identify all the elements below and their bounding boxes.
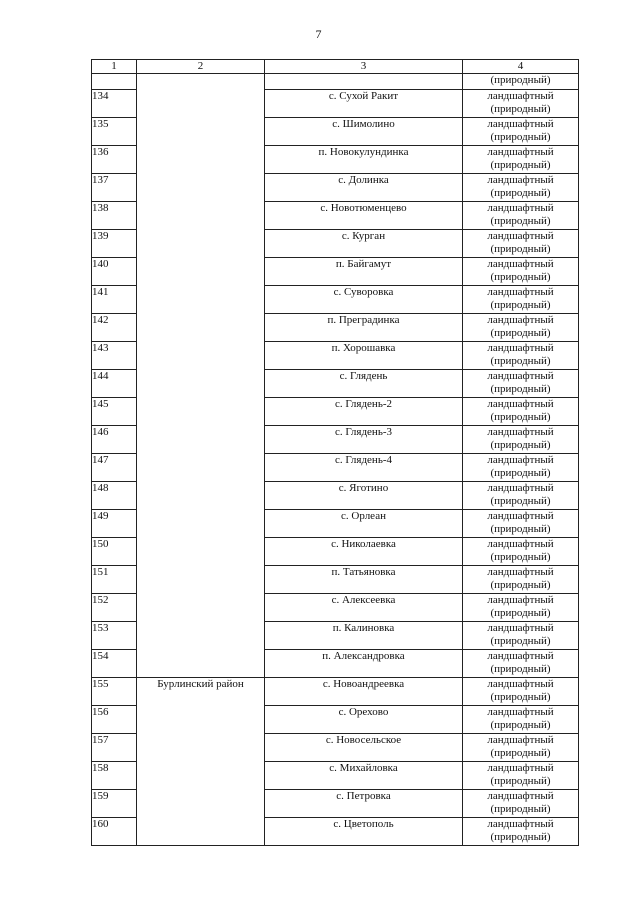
settlement-cell: с. Цветополь (265, 818, 463, 846)
type-cell (463, 258, 579, 286)
type-line-2: (природный) (490, 495, 551, 507)
type-cell (463, 706, 579, 734)
type-cell (463, 202, 579, 230)
type-line-2: (природный) (490, 551, 551, 563)
cont-num-cell (92, 74, 137, 90)
cont-type-cell (463, 74, 579, 90)
register-table (91, 59, 579, 846)
type-cell (463, 146, 579, 174)
row-number-cell: 137 (92, 174, 137, 202)
type-line-2: (природный) (490, 355, 551, 367)
type-line-2: (природный) (490, 327, 551, 339)
type-line-1: ландшафтный (487, 622, 554, 634)
settlement-cell: п. Байгамут (265, 258, 463, 286)
row-number-cell: 145 (92, 398, 137, 426)
settlement-cell: п. Хорошавка (265, 342, 463, 370)
type-line-1: ландшафтный (487, 202, 554, 214)
settlement-cell: с. Сухой Ракит (265, 90, 463, 118)
row-number-cell: 155 (92, 678, 137, 706)
type-line-1: ландшафтный (487, 790, 554, 802)
settlement-cell: с. Глядень-2 (265, 398, 463, 426)
type-line-1: ландшафтный (487, 90, 554, 102)
row-number-cell: 149 (92, 510, 137, 538)
row-number-cell: 152 (92, 594, 137, 622)
type-line-2: (природный) (490, 635, 551, 647)
type-line-2: (природный) (490, 131, 551, 143)
type-line-1: ландшафтный (487, 454, 554, 466)
column-header-4: 4 (463, 60, 579, 74)
settlement-cell: с. Яготино (265, 482, 463, 510)
type-line-1: ландшафтный (487, 426, 554, 438)
type-line-1: ландшафтный (487, 342, 554, 354)
type-cell (463, 370, 579, 398)
settlement-cell: с. Глядень-3 (265, 426, 463, 454)
settlement-cell: с. Петровка (265, 790, 463, 818)
type-line-2: (природный) (490, 159, 551, 171)
settlement-cell: с. Михайловка (265, 762, 463, 790)
type-cell (463, 790, 579, 818)
type-cell (463, 90, 579, 118)
type-cell (463, 174, 579, 202)
type-cell (463, 818, 579, 846)
type-cell (463, 762, 579, 790)
type-line-1: ландшафтный (487, 286, 554, 298)
type-line-2: (природный) (490, 747, 551, 759)
settlement-cell: с. Алексеевка (265, 594, 463, 622)
type-cell (463, 314, 579, 342)
row-number-cell: 141 (92, 286, 137, 314)
type-cell (463, 566, 579, 594)
row-number-cell: 160 (92, 818, 137, 846)
type-line-1: ландшафтный (487, 678, 554, 690)
type-line-2: (природный) (490, 467, 551, 479)
settlement-cell: с. Николаевка (265, 538, 463, 566)
type-line-2: (природный) (490, 691, 551, 703)
table-header (92, 60, 579, 74)
type-cell (463, 510, 579, 538)
type-line-2: (природный) (490, 103, 551, 115)
type-line-2: (природный) (490, 187, 551, 199)
type-cell (463, 426, 579, 454)
settlement-cell: п. Калиновка (265, 622, 463, 650)
type-cell (463, 286, 579, 314)
type-line-1: ландшафтный (487, 594, 554, 606)
row-number-cell: 139 (92, 230, 137, 258)
column-header-3: 3 (265, 60, 463, 74)
type-line-1: ландшафтный (487, 706, 554, 718)
type-line-1: ландшафтный (487, 650, 554, 662)
type-cell (463, 678, 579, 706)
type-line-1: ландшафтный (487, 314, 554, 326)
continuation-row (92, 74, 579, 90)
type-line-2: (природный) (490, 579, 551, 591)
type-line-1: ландшафтный (487, 538, 554, 550)
type-line-1: ландшафтный (487, 370, 554, 382)
type-cell (463, 230, 579, 258)
settlement-cell: с. Шимолино (265, 118, 463, 146)
cont-settlement-cell (265, 74, 463, 90)
row-number-cell: 136 (92, 146, 137, 174)
settlement-cell: с. Курган (265, 230, 463, 258)
row-number-cell: 134 (92, 90, 137, 118)
row-number-cell: 135 (92, 118, 137, 146)
type-line-1: ландшафтный (487, 146, 554, 158)
row-number-cell: 148 (92, 482, 137, 510)
row-number-cell: 158 (92, 762, 137, 790)
page-number: 7 (315, 27, 322, 41)
type-line-1: ландшафтный (487, 510, 554, 522)
row-number-cell: 140 (92, 258, 137, 286)
type-line-1: ландшафтный (487, 258, 554, 270)
type-cell (463, 398, 579, 426)
settlement-cell: п. Новокулундинка (265, 146, 463, 174)
column-header-2: 2 (137, 60, 265, 74)
type-cell (463, 454, 579, 482)
row-number-cell: 154 (92, 650, 137, 678)
type-line-1: ландшафтный (487, 762, 554, 774)
type-cell (463, 622, 579, 650)
type-cell (463, 734, 579, 762)
type-line-1: ландшафтный (487, 566, 554, 578)
type-line-2: (природный) (490, 383, 551, 395)
settlement-cell: с. Новотюменцево (265, 202, 463, 230)
district-cell: Бурлинский район (137, 678, 265, 846)
settlement-cell: с. Суворовка (265, 286, 463, 314)
row-number-cell: 143 (92, 342, 137, 370)
type-cell (463, 594, 579, 622)
type-line-2: (природный) (490, 215, 551, 227)
type-line-1: ландшафтный (487, 398, 554, 410)
column-header-1: 1 (92, 60, 137, 74)
row-number-cell: 150 (92, 538, 137, 566)
type-cell (463, 118, 579, 146)
settlement-cell: с. Орехово (265, 706, 463, 734)
type-cont-text: (природный) (490, 74, 551, 86)
table-body (92, 74, 579, 846)
type-line-2: (природный) (490, 663, 551, 675)
type-line-2: (природный) (490, 607, 551, 619)
type-line-2: (природный) (490, 439, 551, 451)
type-cell (463, 538, 579, 566)
settlement-cell: с. Глядень-4 (265, 454, 463, 482)
row-number-cell: 159 (92, 790, 137, 818)
row-number-cell: 146 (92, 426, 137, 454)
district-cell (137, 74, 265, 678)
type-line-2: (природный) (490, 831, 551, 843)
type-line-1: ландшафтный (487, 818, 554, 830)
type-line-2: (природный) (490, 775, 551, 787)
type-line-2: (природный) (490, 299, 551, 311)
settlement-cell: п. Александровка (265, 650, 463, 678)
type-line-2: (природный) (490, 243, 551, 255)
type-cell (463, 482, 579, 510)
type-line-1: ландшафтный (487, 230, 554, 242)
settlement-cell: с. Глядень (265, 370, 463, 398)
type-line-1: ландшафтный (487, 118, 554, 130)
type-line-2: (природный) (490, 803, 551, 815)
settlement-cell: п. Преградинка (265, 314, 463, 342)
row-number-cell: 142 (92, 314, 137, 342)
row-number-cell: 151 (92, 566, 137, 594)
type-line-1: ландшафтный (487, 174, 554, 186)
type-cell (463, 342, 579, 370)
header-row (92, 60, 579, 74)
settlement-cell: с. Долинка (265, 174, 463, 202)
row-number-cell: 138 (92, 202, 137, 230)
type-cell (463, 650, 579, 678)
settlement-cell: с. Орлеан (265, 510, 463, 538)
type-line-2: (природный) (490, 719, 551, 731)
row-number-cell: 153 (92, 622, 137, 650)
row-number-cell: 157 (92, 734, 137, 762)
row-number-cell: 144 (92, 370, 137, 398)
type-line-2: (природный) (490, 271, 551, 283)
settlement-cell: с. Новоандреевка (265, 678, 463, 706)
type-line-2: (природный) (490, 523, 551, 535)
settlement-cell: с. Новосельское (265, 734, 463, 762)
row-number-cell: 147 (92, 454, 137, 482)
type-line-1: ландшафтный (487, 482, 554, 494)
type-line-1: ландшафтный (487, 734, 554, 746)
type-line-2: (природный) (490, 411, 551, 423)
settlement-cell: п. Татьяновка (265, 566, 463, 594)
table-row (92, 678, 579, 706)
row-number-cell: 156 (92, 706, 137, 734)
